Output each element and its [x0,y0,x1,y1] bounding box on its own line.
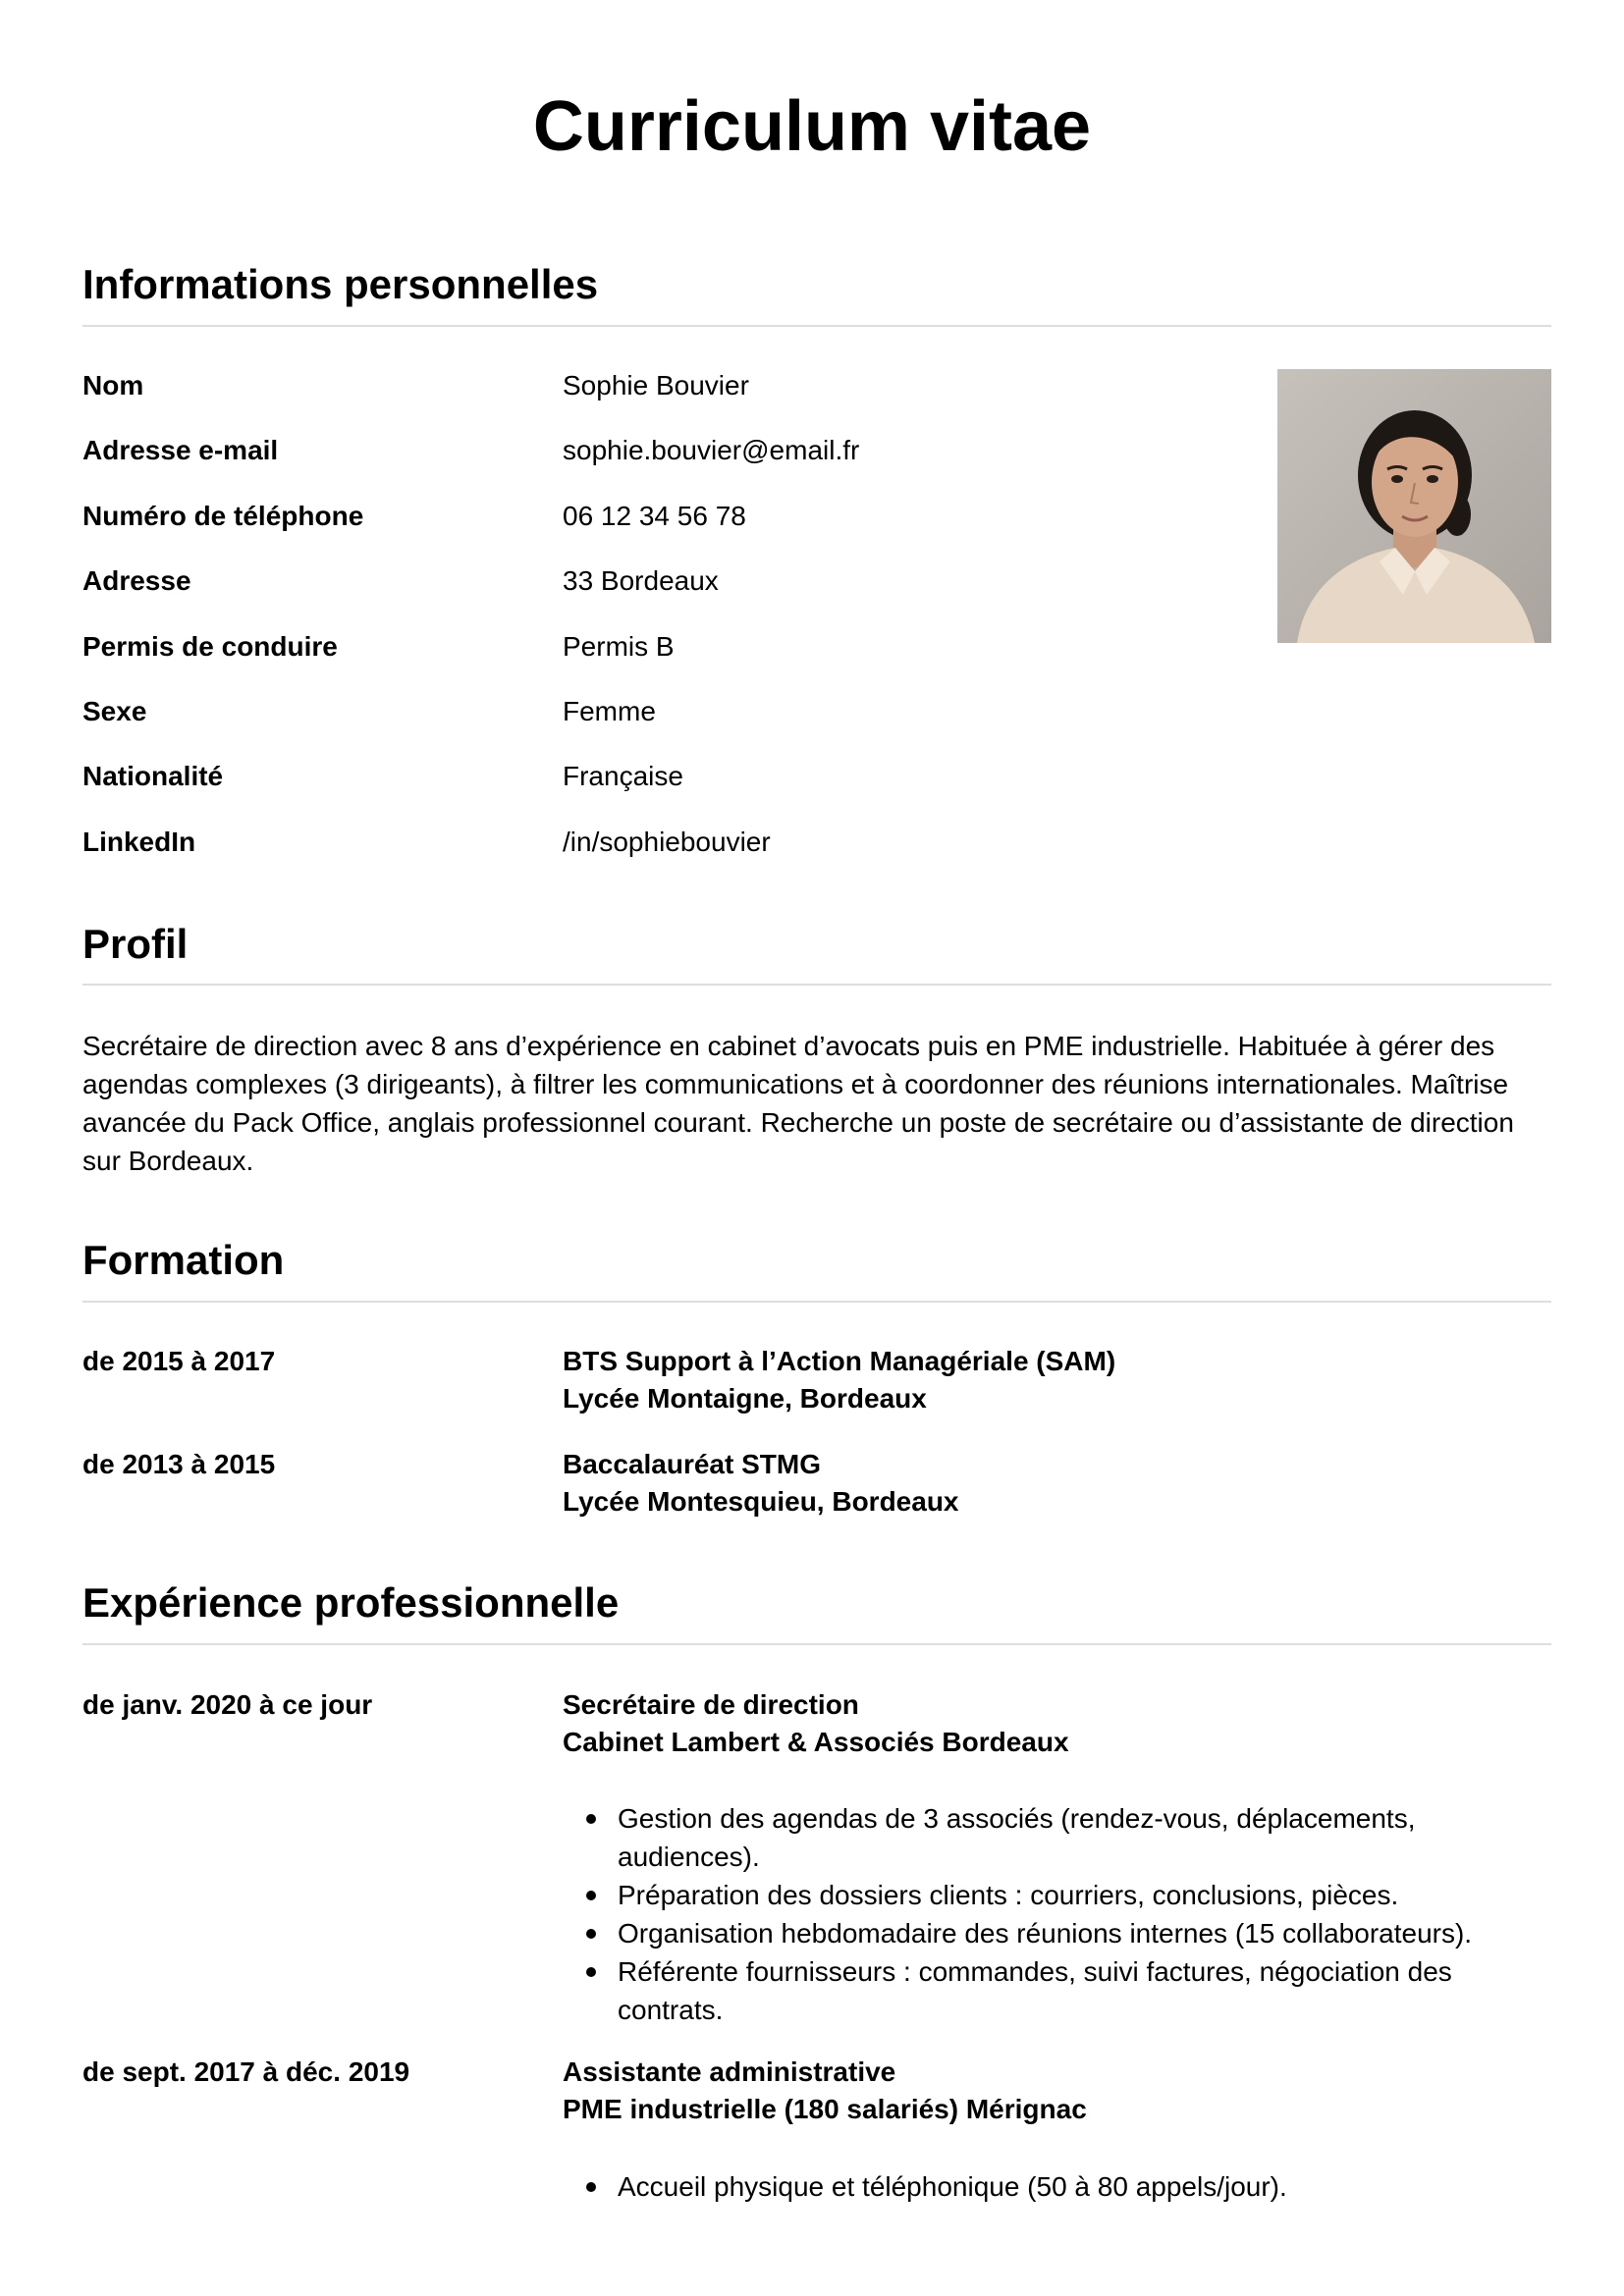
section-divider [82,1301,1551,1303]
experience-company: PME industrielle (180 salariés) Mérignac [563,2094,1087,2124]
list-item: Gestion des agendas de 3 associés (rendez-vous, déplacements, audiences). [618,1799,1550,1876]
page-title: Curriculum vitae [532,87,1092,166]
experience-dates: de sept. 2017 à déc. 2019 [82,2056,410,2087]
experience-title: Assistante administrative [563,2056,896,2087]
value-name: Sophie Bouvier [563,370,749,400]
section-heading-profile: Profil [82,921,189,967]
section-divider [82,325,1551,327]
profile-text: Secrétaire de direction avec 8 ans d’expérience en cabinet d’avocats puis en PME industrielle. Habituée à gérer des agendas complexes (3 dirigeants), à filtrer les communications et à coordonner des réunions internationales. Maîtrise avancée du Pack Office, anglais professionnel courant. Recherche un poste de secrétaire ou d’assistante de direction sur Bordeaux. [82,1031,1514,1176]
value-nationality: Française [563,761,683,791]
experience-title: Secrétaire de direction [563,1689,859,1720]
label-address: Adresse [82,565,191,596]
value-phone: 06 12 34 56 78 [563,501,746,531]
experience-dates: de janv. 2020 à ce jour [82,1689,373,1720]
list-item: Référente fournisseurs : commandes, suivi factures, négociation des contrats. [618,1952,1550,2029]
label-linkedin: LinkedIn [82,827,196,857]
label-license: Permis de conduire [82,631,338,662]
experience-bullets [563,1799,1550,2029]
value-email: sophie.bouvier@email.fr [563,435,860,465]
list-item: Organisation hebdomadaire des réunions internes (15 collaborateurs). [618,1914,1550,1952]
value-address: 33 Bordeaux [563,565,719,596]
experience-company: Cabinet Lambert & Associés Bordeaux [563,1727,1069,1757]
value-license: Permis B [563,631,675,662]
section-divider [82,1643,1551,1645]
section-heading-personal: Informations personnelles [82,261,599,307]
education-dates: de 2015 à 2017 [82,1346,276,1376]
section-divider [82,984,1551,986]
education-dates: de 2013 à 2015 [82,1449,276,1479]
label-name: Nom [82,370,144,400]
value-linkedin: /in/sophiebouvier [563,827,771,857]
label-email: Adresse e-mail [82,435,279,465]
experience-bullets [563,2167,1550,2206]
profile-photo [1277,369,1551,643]
section-heading-experience: Expérience professionnelle [82,1579,620,1626]
portrait-icon [1277,369,1551,643]
list-item: Préparation des dossiers clients : courriers, conclusions, pièces. [618,1876,1550,1914]
value-gender: Femme [563,696,656,726]
education-school: Lycée Montaigne, Bordeaux [563,1383,927,1414]
label-nationality: Nationalité [82,761,224,791]
label-gender: Sexe [82,696,147,726]
list-item: Accueil physique et téléphonique (50 à 80 appels/jour). [618,2167,1550,2206]
education-school: Lycée Montesquieu, Bordeaux [563,1486,959,1517]
section-heading-education: Formation [82,1237,285,1283]
label-phone: Numéro de téléphone [82,501,364,531]
education-title: BTS Support à l’Action Managériale (SAM) [563,1346,1116,1376]
education-title: Baccalauréat STMG [563,1449,821,1479]
